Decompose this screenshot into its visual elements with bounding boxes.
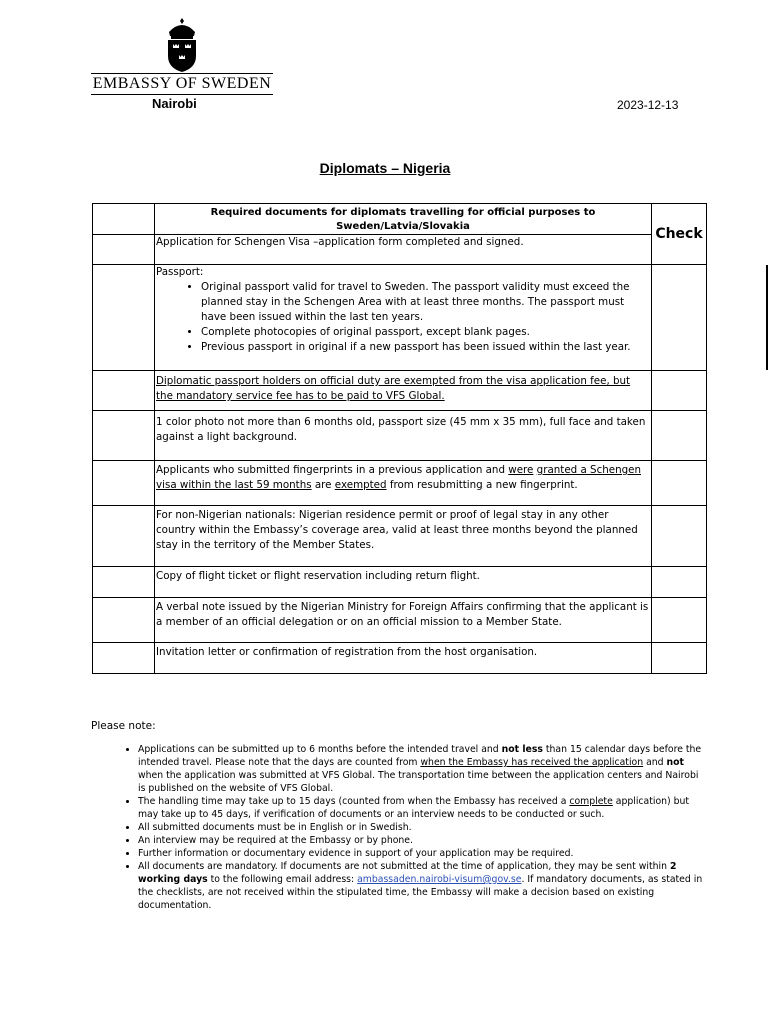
table-header-check: Check xyxy=(652,204,707,265)
swedish-crest-icon xyxy=(163,18,201,72)
table-row xyxy=(93,461,707,506)
note-text: to the following email address: xyxy=(207,874,358,885)
requirement-application-form: Application for Schengen Visa –application form completed and signed. xyxy=(155,235,652,265)
list-item: • All submitted documents must be in English or in Swedish. xyxy=(138,821,708,834)
fingerprint-text-were: were xyxy=(508,464,534,476)
requirements-table xyxy=(92,203,707,674)
table-cell-empty xyxy=(93,265,155,371)
fingerprint-text-exempted: exempted xyxy=(334,479,387,491)
table-row xyxy=(93,598,707,643)
list-item xyxy=(138,795,708,821)
table-row xyxy=(93,235,707,265)
passport-label: Passport: xyxy=(156,266,204,278)
table-header-requirements: Required documents for diplomats travelling for official purposes to Sweden/Latvia/Slovakia xyxy=(155,204,652,235)
table-cell-empty xyxy=(93,204,155,235)
embassy-name: EMBASSY OF SWEDEN xyxy=(92,75,272,92)
note-text: and xyxy=(643,757,667,768)
table-row xyxy=(93,567,707,598)
list-item xyxy=(138,743,708,795)
document-date: 2023-12-13 xyxy=(617,98,679,112)
requirement-fee-exemption xyxy=(155,371,652,411)
note-emphasis: 2 working days xyxy=(138,861,677,885)
logo-rule-top xyxy=(91,73,273,74)
table-cell-empty xyxy=(93,371,155,411)
note-underline: when the Embassy has received the application xyxy=(420,757,644,768)
document-title: Diplomats – Nigeria xyxy=(319,160,451,176)
list-item: • An interview may be required at the Embassy or by phone. xyxy=(138,834,708,847)
note-text: The handling time may take up to 15 days (counted from when the Embassy has received a xyxy=(138,796,570,807)
table-row xyxy=(93,411,707,461)
check-cell[interactable] xyxy=(652,598,707,643)
note-text: . If mandatory documents, as stated in the checklists, are not received within the stipulated time, the Embassy will make a decision based on existing documentation. xyxy=(138,874,703,911)
note-underline: complete xyxy=(569,796,613,807)
table-cell-empty xyxy=(93,461,155,506)
requirement-photo: 1 color photo not more than 6 months old, passport size (45 mm x 35 mm), full face and taken against a light background. xyxy=(155,411,652,461)
requirement-flight-ticket: Copy of flight ticket or flight reservation including return flight. xyxy=(155,567,652,598)
table-cell-empty xyxy=(93,567,155,598)
table-cell-empty xyxy=(93,643,155,674)
logo-rule-bottom xyxy=(91,94,273,95)
check-cell[interactable] xyxy=(652,411,707,461)
fingerprint-text-granted: granted a Schengen visa within the last 59 months xyxy=(156,464,642,491)
requirement-passport xyxy=(155,265,652,371)
note-text: Applications can be submitted up to 6 months before the intended travel and xyxy=(138,744,502,755)
requirement-residence-permit: For non-Nigerian nationals: Nigerian residence permit or proof of legal stay in any other country within the Embassy’s coverage area, valid at least three months beyond the planned stay in the territory of the Member States. xyxy=(155,506,652,567)
table-row xyxy=(93,506,707,567)
requirement-verbal-note: A verbal note issued by the Nigerian Ministry for Foreign Affairs confirming that the applicant is a member of an official delegation or on an official mission to a Member State. xyxy=(155,598,652,643)
table-cell-empty xyxy=(93,598,155,643)
table-row xyxy=(93,265,707,371)
check-cell[interactable] xyxy=(652,567,707,598)
table-row xyxy=(93,371,707,411)
note-emphasis: not less xyxy=(501,744,543,755)
embassy-city: Nairobi xyxy=(152,96,197,111)
margin-change-bar xyxy=(766,265,768,370)
list-item: • Previous passport in original if a new passport has been issued within the last year. xyxy=(201,340,650,355)
note-emphasis: not xyxy=(666,757,684,768)
fingerprint-text: Applicants who submitted fingerprints in a previous application and xyxy=(156,464,509,476)
notes-list xyxy=(116,743,708,912)
passport-list xyxy=(156,280,650,355)
fingerprint-text: are xyxy=(311,479,335,491)
fingerprint-text: from resubmitting a new fingerprint. xyxy=(386,479,578,491)
requirement-fingerprints xyxy=(155,461,652,506)
check-cell[interactable] xyxy=(652,371,707,411)
table-cell-empty xyxy=(93,506,155,567)
check-cell[interactable] xyxy=(652,265,707,371)
embassy-logo xyxy=(91,18,273,98)
note-text: than 15 calendar days before the intended travel. Please note that the days are counted from xyxy=(138,744,702,768)
table-header-row xyxy=(93,204,707,235)
notes-heading: Please note: xyxy=(91,720,156,732)
check-cell[interactable] xyxy=(652,643,707,674)
note-text: All documents are mandatory. If documents are not submitted at the time of application, they may be sent within xyxy=(138,861,670,872)
note-text: application) but may take up to 45 days, if verification of documents or an interview needs to be conducted or such. xyxy=(138,796,690,820)
list-item: • Further information or documentary evidence in support of your application may be required. xyxy=(138,847,708,860)
email-link[interactable]: ambassaden.nairobi-visum@gov.se xyxy=(357,874,522,885)
fee-exemption-text: Diplomatic passport holders on official duty are exempted from the visa application fee, but the mandatory service fee has to be paid to VFS Global. xyxy=(156,375,631,402)
table-cell-empty xyxy=(93,235,155,265)
table-row xyxy=(93,643,707,674)
table-cell-empty xyxy=(93,411,155,461)
list-item: • Original passport valid for travel to Sweden. The passport validity must exceed the planned stay in the Schengen Area with at least three months. The passport must have been issued within the last ten years. xyxy=(201,280,650,325)
check-cell[interactable] xyxy=(652,461,707,506)
list-item: • Complete photocopies of original passport, except blank pages. xyxy=(201,325,650,340)
list-item xyxy=(138,860,708,912)
note-text: when the application was submitted at VFS Global. The transportation time between the application centers and Nairobi is published on the website of VFS Global. xyxy=(138,770,699,794)
requirement-invitation-letter: Invitation letter or confirmation of registration from the host organisation. xyxy=(155,643,652,674)
check-cell[interactable] xyxy=(652,506,707,567)
